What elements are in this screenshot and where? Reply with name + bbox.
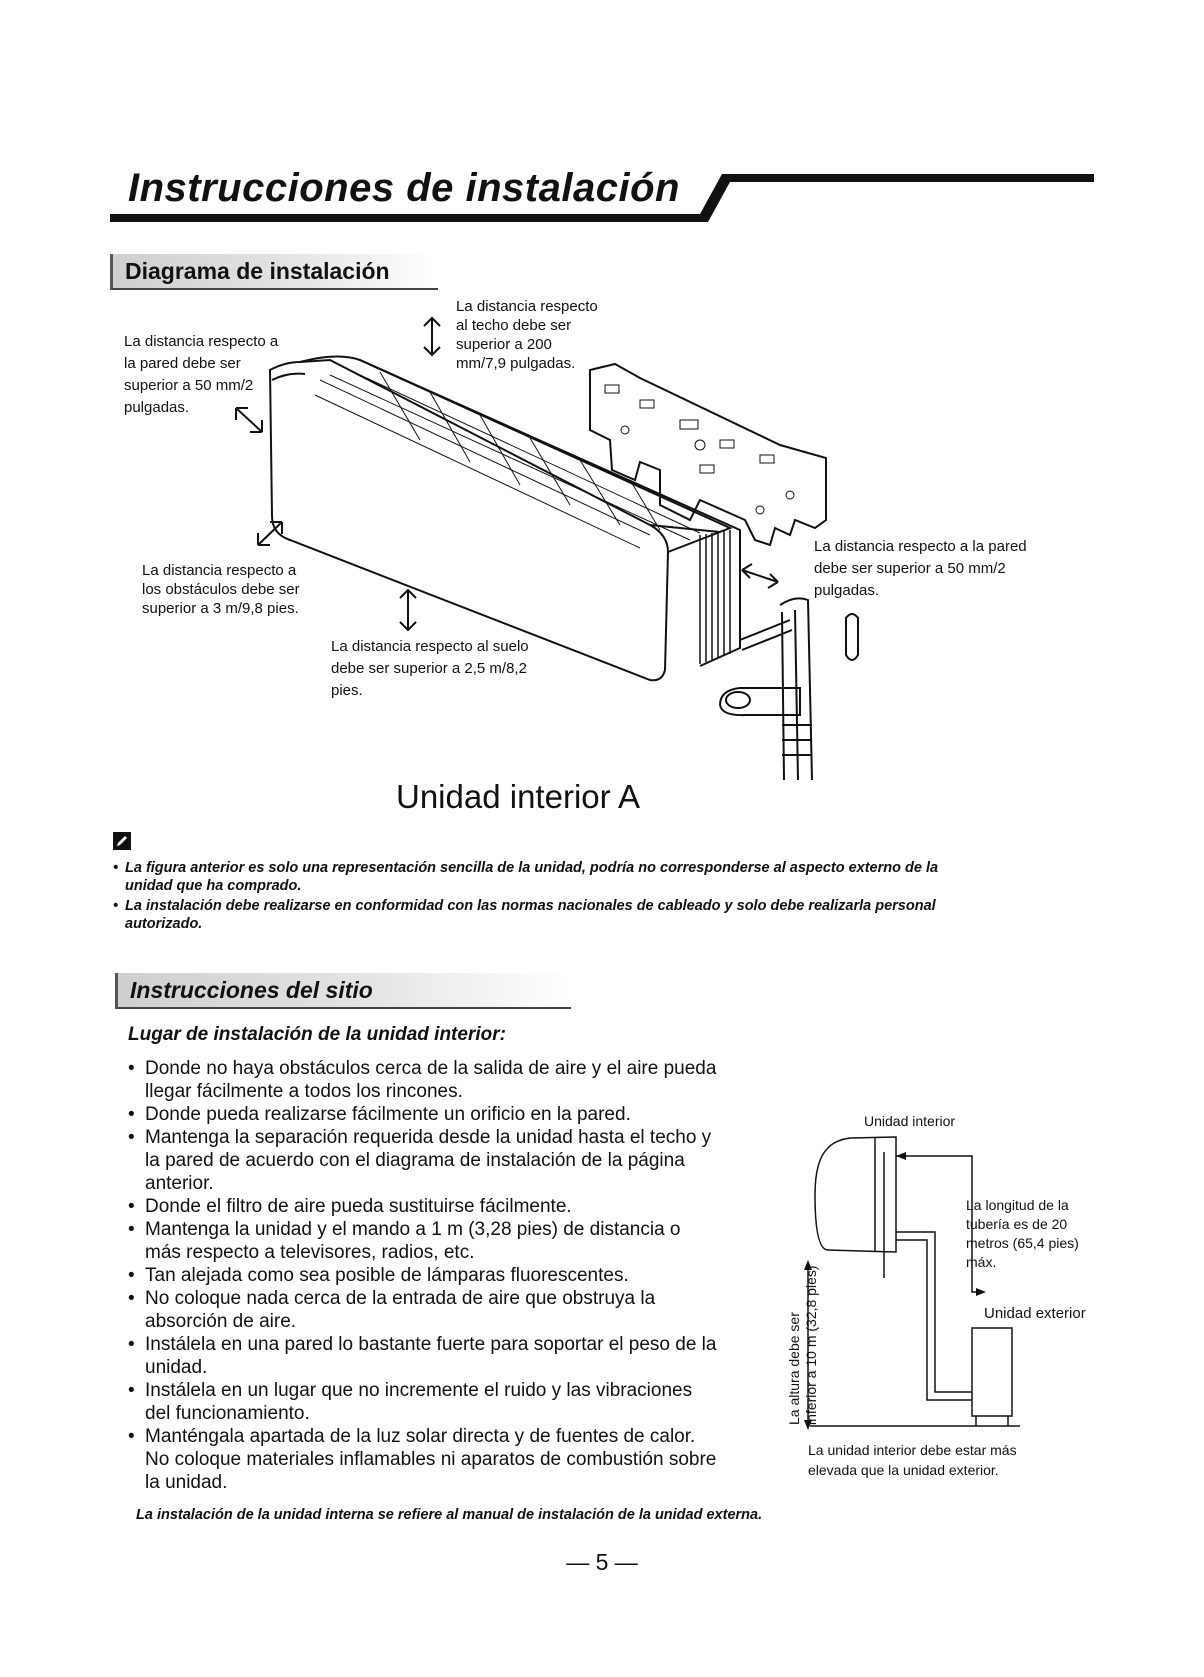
pipe-route — [896, 1232, 972, 1400]
label-wall-distance-left: La distancia respecto a la pared debe ser superior a 50 mm/2 pulgadas. — [124, 333, 279, 416]
label-height-limit: La altura debe ser inferior a 10 m (32,8 pies) — [786, 1265, 819, 1425]
label-indoor-unit: Unidad interior — [864, 1113, 956, 1129]
list-item: • Mantenga la separación requerida desde la unidad hasta el techo y la pared de acuerdo con el diagrama de instalación de la página anterior. — [128, 1127, 712, 1194]
list-item: • Donde pueda realizarse fácilmente un orificio en la pared. — [128, 1104, 631, 1125]
label-obstacle-distance: La distancia respecto a los obstáculos debe ser superior a 3 m/9,8 pies. — [142, 562, 300, 617]
list-item: • Donde el filtro de aire pueda sustituirse fácilmente. — [128, 1196, 572, 1217]
label-wall-distance-right: La distancia respecto a la pared debe ser superior a 50 mm/2 pulgadas. — [814, 538, 1027, 599]
pipe-bundle — [780, 598, 812, 780]
list-item: • Donde no haya obstáculos cerca de la salida de aire y el aire pueda llegar fácilmente a todos los rincones. — [128, 1058, 717, 1102]
note-figure-representation: • La figura anterior es solo una representación sencilla de la unidad, podría no corresponderse al aspecto externo de la unidad que ha comprado. — [113, 860, 939, 894]
list-item: • Mantenga la unidad y el mando a 1 m (3,28 pies) de distancia o más respecto a televisores, radios, etc. — [128, 1219, 681, 1263]
subheading-indoor-location: Lugar de instalación de la unidad interior: — [128, 1024, 506, 1045]
label-floor-distance: La distancia respecto al suelo debe ser superior a 2,5 m/8,2 pies. — [331, 638, 529, 699]
site-instructions-list — [128, 1057, 768, 1494]
note-pencil-icon — [113, 832, 131, 850]
list-item: • Instálela en una pared lo bastante fuerte para soportar el peso de la unidad. — [128, 1334, 717, 1378]
list-item: • Instálela en un lugar que no incremente el ruido y las vibraciones del funcionamiento. — [128, 1380, 693, 1424]
label-pipe-length: La longitud de la tubería es de 20 metros (65,4 pies) máx. — [966, 1197, 1079, 1270]
page-title: Instrucciones de instalación — [128, 166, 680, 210]
page-number: — 5 — — [566, 1549, 638, 1575]
diagram-caption: Unidad interior A — [396, 778, 640, 815]
pipe-piece — [846, 614, 858, 660]
section-heading-site: Instrucciones del sitio — [115, 973, 571, 1009]
label-indoor-higher: La unidad interior debe estar más elevada que la unidad exterior. — [808, 1442, 1017, 1478]
arrow-ceiling — [424, 318, 440, 355]
arrow-wall-right — [742, 564, 778, 588]
note-installation-authorized: • La instalación debe realizarse en conformidad con las normas nacionales de cableado y solo debe realizarla personal autorizado. — [113, 898, 936, 932]
section-heading-diagram: Diagrama de instalación — [110, 254, 438, 290]
list-item: • Manténgala apartada de la luz solar directa y de fuentes de calor. No coloque materiales inflamables ni aparatos de combustión sobre la unidad. — [128, 1426, 717, 1493]
arrow-floor — [400, 590, 416, 630]
outdoor-unit-box — [972, 1328, 1012, 1416]
list-item: • Tan alejada como sea posible de lámparas fluorescentes. — [128, 1265, 629, 1286]
footer-reference-note: La instalación de la unidad interna se refiere al manual de instalación de la unidad externa. — [136, 1507, 763, 1523]
list-item: • No coloque nada cerca de la entrada de aire que obstruya la absorción de aire. — [128, 1288, 656, 1332]
label-ceiling-distance: La distancia respecto al techo debe ser superior a 200 mm/7,9 pulgadas. — [456, 298, 598, 372]
label-outdoor-unit: Unidad exterior — [984, 1305, 1086, 1322]
